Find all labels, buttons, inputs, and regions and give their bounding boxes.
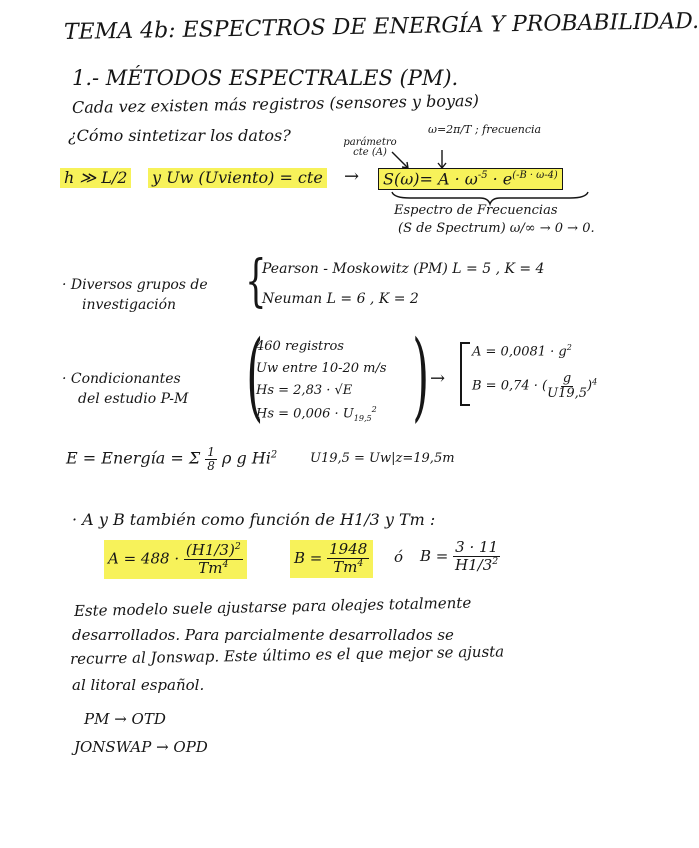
text-line: Cada vez existen más registros (sensores y boyas) xyxy=(71,90,480,117)
paragraph-line: Este modelo suele ajustarse para oleajes totalmente xyxy=(73,593,472,620)
condition-item: 460 registros xyxy=(256,339,344,354)
text-line: ¿Cómo sintetizar los datos? xyxy=(68,126,291,145)
right-paren: ) xyxy=(412,320,430,432)
result-b xyxy=(472,372,597,400)
b2-formula-lhs: B = xyxy=(420,546,449,565)
spectrum-formula-main: S(ω)= A · ω xyxy=(383,169,478,189)
b2-formula-den: H1/3 xyxy=(455,555,493,574)
spectrum-exp-arg-tail: -4) xyxy=(544,170,558,181)
condition-item: Uw entre 10-20 m/s xyxy=(256,361,387,376)
result-bracket xyxy=(460,342,470,406)
b-formula-den: Tm xyxy=(333,557,358,576)
result-b-sup: 4 xyxy=(592,377,598,387)
b-formula-den-sup: 4 xyxy=(357,557,364,569)
a-formula-num: (H1/3) xyxy=(185,541,235,559)
curly-brace: { xyxy=(245,249,267,314)
a-formula-lhs: A = 488 · xyxy=(108,549,180,568)
condition-item: Hs = 2,83 · √E xyxy=(256,383,353,398)
b2-formula-num: 3 · 11 xyxy=(455,538,499,556)
depth-condition-highlight: h ≫ L/2 xyxy=(60,168,131,188)
condition-item xyxy=(256,406,377,423)
spectrum-formula-highlight xyxy=(378,168,563,190)
result-b-den: U19,5 xyxy=(547,385,588,401)
arrow-symbol: → xyxy=(344,166,360,187)
a-formula-num-sup: 2 xyxy=(234,541,241,552)
b-formula-highlight xyxy=(290,540,373,578)
group-item-pm: Pearson - Moskowitz (PM) L = 5 , K = 4 xyxy=(262,261,545,277)
condition-hs-formula: Hs = 0,006 · U xyxy=(256,406,354,422)
wind-condition-highlight: y Uw (Uviento) = cte xyxy=(148,168,327,188)
energy-formula xyxy=(66,446,277,472)
energy-lhs: E = Energía = Σ xyxy=(66,448,201,468)
groups-label-2: investigación xyxy=(82,297,177,313)
paragraph-line: recurre al Jonswap. Este último es el que mejor se ajusta xyxy=(69,642,505,668)
arrow-symbol: → xyxy=(430,368,446,389)
result-b-tail: ) xyxy=(587,378,593,394)
summary-line: PM → OTD xyxy=(84,710,166,728)
spectrum-caption: Espectro de Frecuencias xyxy=(394,203,558,218)
energy-tail: ρ g Hi xyxy=(221,448,271,468)
b-formula-num: 1948 xyxy=(329,540,368,558)
spectrum-exponent: -5 xyxy=(477,170,488,181)
result-a-sup: 2 xyxy=(566,343,572,352)
a-formula-den-sup: 4 xyxy=(222,558,229,570)
result-a xyxy=(472,344,572,358)
ab-intro: · A y B también como función de H1/3 y Tm : xyxy=(72,510,436,529)
spectrum-exp-arg: (-B · ω xyxy=(512,170,545,181)
a-formula-den: Tm xyxy=(198,558,223,577)
result-b-num: g xyxy=(562,371,572,386)
a-formula-highlight xyxy=(104,540,247,579)
conditions-label: · Condicionantes xyxy=(62,371,181,387)
result-a-text: A = 0,0081 · g xyxy=(472,344,567,360)
paragraph-line: al litoral español. xyxy=(72,676,205,694)
spectrum-exp-base: · e xyxy=(492,169,513,189)
result-b-text: B = 0,74 · ( xyxy=(472,378,548,394)
energy-sup: 2 xyxy=(270,449,278,461)
section-heading: 1.- MÉTODOS ESPECTRALES (PM). xyxy=(72,66,459,90)
omega-annotation: ω=2π/T ; frecuencia xyxy=(428,123,542,136)
conditions-label-2: del estudio P-M xyxy=(78,391,189,407)
b2-formula xyxy=(420,540,500,574)
summary-line: JONSWAP → OPD xyxy=(74,738,208,756)
or-word: ó xyxy=(394,548,404,566)
energy-note: U19,5 = Uw|z=19,5m xyxy=(310,451,455,466)
page-title: TEMA 4b: ESPECTROS DE ENERGÍA Y PROBABILIDAD. xyxy=(63,8,699,45)
left-paren: ( xyxy=(246,320,264,432)
energy-frac-den: 8 xyxy=(207,458,215,473)
condition-sup: 2 xyxy=(371,405,377,414)
spectrum-caption-note: (S de Spectrum) ω/∞ → 0 → 0. xyxy=(398,221,595,236)
b2-formula-den-sup: 2 xyxy=(492,555,499,567)
energy-frac-num: 1 xyxy=(207,445,215,459)
condition-sub: 19,5 xyxy=(353,413,372,423)
paragraph-line: desarrollados. Para parcialmente desarrollados se xyxy=(72,626,454,644)
b-formula-lhs: B = xyxy=(294,548,323,567)
parameter-annotation: parámetro cte (A) xyxy=(343,137,397,158)
groups-label: · Diversos grupos de xyxy=(62,277,208,293)
group-item-neuman: Neuman L = 6 , K = 2 xyxy=(262,291,419,307)
